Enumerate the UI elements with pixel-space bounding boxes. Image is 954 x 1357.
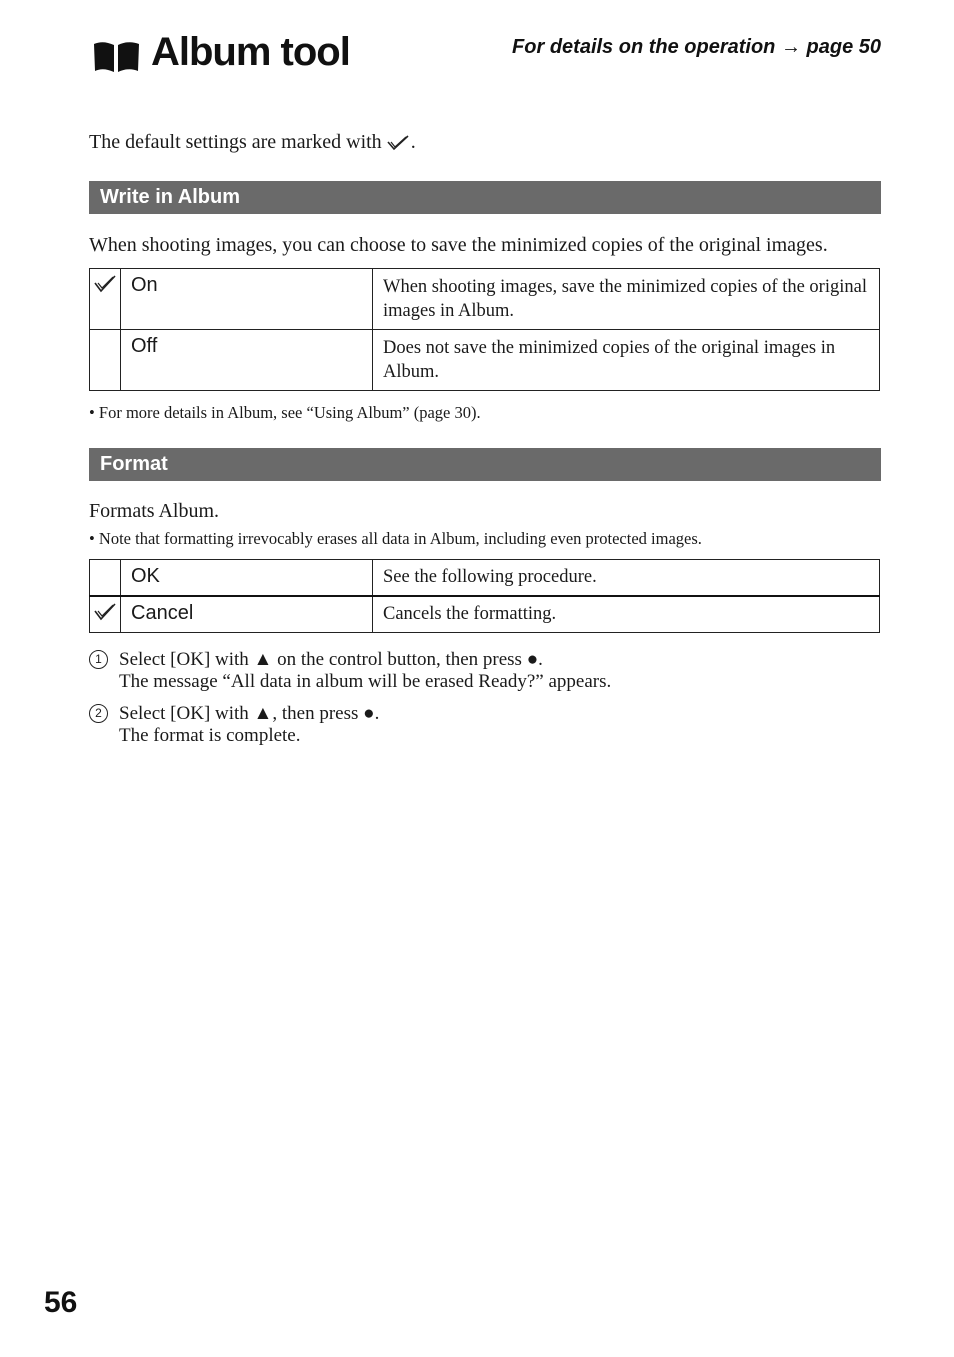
page-title: Album tool [151,30,350,74]
default-marker-cell [90,269,121,330]
option-row-ok [90,560,880,597]
option-description: When shooting images, save the minimized copies of the original images in Album. [373,269,880,330]
step-result: The format is complete. [119,725,301,746]
format-description: Formats Album. [89,500,220,522]
option-name: On [121,269,373,330]
option-name: Off [121,330,373,391]
option-row-on [90,269,880,330]
option-row-cancel [90,596,880,633]
format-options-table [89,559,880,633]
checkmark-icon [94,603,116,621]
default-marker-cell [90,330,121,391]
step-instruction: Select [OK] with ▲, then press ●. [119,703,380,724]
option-description: See the following procedure. [373,560,880,597]
defaults-note-text: The default settings are marked with [89,131,382,153]
default-marker-cell [90,596,121,633]
album-icon [92,40,142,74]
write-in-album-options-table [89,268,880,391]
page-header [89,28,881,78]
option-row-off [90,330,880,391]
operation-reference: For details on the operation → page 50 [512,36,881,58]
option-description: Does not save the minimized copies of the original images in Album. [373,330,880,391]
page-number: 56 [44,1286,78,1319]
option-name: Cancel [121,596,373,633]
checkmark-icon [94,275,116,293]
album-details-note: • For more details in Album, see “Using Album” (page 30). [89,403,481,422]
step-number: 2 [89,704,108,723]
defaults-note [89,131,416,154]
checkmark-icon [387,135,409,151]
section-header-write-in-album: Write in Album [89,181,881,214]
default-marker-cell [90,560,121,597]
option-description: Cancels the formatting. [373,596,880,633]
section-header-format: Format [89,448,881,481]
note-text: For more details in Album, see “Using Album” (page 30). [98,403,481,422]
procedure-step-2 [89,703,379,747]
step-result: The message “All data in album will be erased Ready?” appears. [119,671,612,692]
write-in-album-description: When shooting images, you can choose to save the minimized copies of the original images. [89,234,828,256]
defaults-note-suffix: . [410,131,416,153]
procedure-step-1 [89,649,611,693]
step-number: 1 [89,650,108,669]
option-name: OK [121,560,373,597]
note-text: Note that formatting irrevocably erases all data in Album, including even protected images. [98,529,702,548]
step-instruction: Select [OK] with ▲ on the control button, then press ●. [119,649,543,670]
format-warning-note: • Note that formatting irrevocably erases all data in Album, including even protected images. [89,529,702,548]
